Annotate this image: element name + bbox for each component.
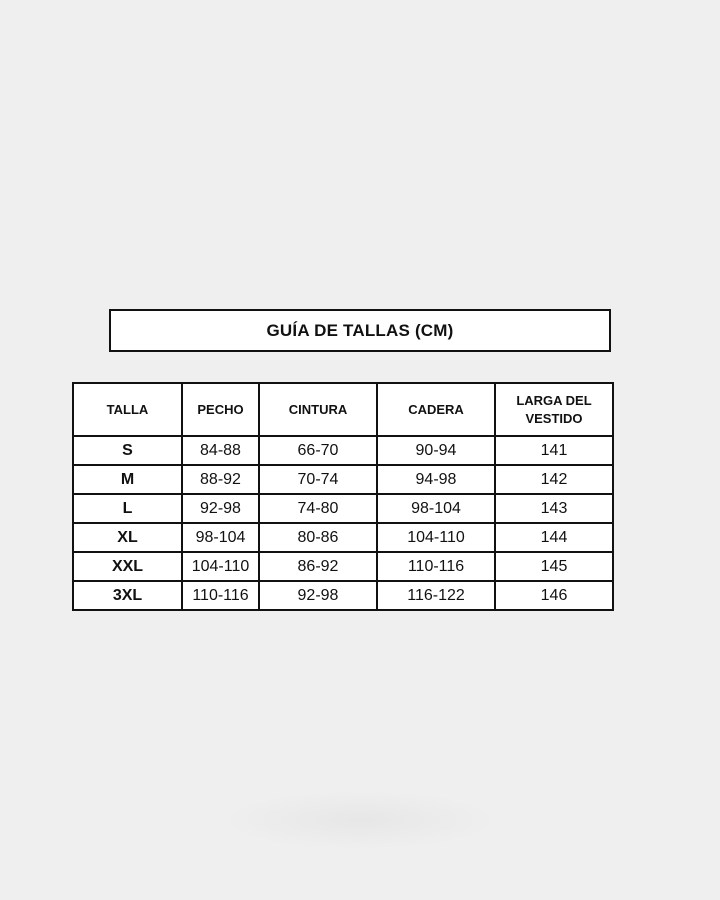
table-header-row xyxy=(73,383,613,436)
cadera-cell: 110-116 xyxy=(377,552,495,581)
cadera-cell: 116-122 xyxy=(377,581,495,610)
table-row xyxy=(73,465,613,494)
background-shadow xyxy=(220,790,500,850)
cadera-cell: 98-104 xyxy=(377,494,495,523)
largo-cell: 145 xyxy=(495,552,613,581)
header-cintura: CINTURA xyxy=(259,383,377,436)
cintura-cell: 86-92 xyxy=(259,552,377,581)
cintura-cell: 92-98 xyxy=(259,581,377,610)
header-pecho: PECHO xyxy=(182,383,259,436)
cadera-cell: 104-110 xyxy=(377,523,495,552)
largo-cell: 144 xyxy=(495,523,613,552)
page-title: GUÍA DE TALLAS (CM) xyxy=(109,309,611,352)
size-cell: XXL xyxy=(73,552,182,581)
pecho-cell: 110-116 xyxy=(182,581,259,610)
cadera-cell: 90-94 xyxy=(377,436,495,465)
pecho-cell: 104-110 xyxy=(182,552,259,581)
largo-cell: 146 xyxy=(495,581,613,610)
cintura-cell: 80-86 xyxy=(259,523,377,552)
size-cell: M xyxy=(73,465,182,494)
largo-cell: 142 xyxy=(495,465,613,494)
size-guide-table xyxy=(72,382,614,611)
cintura-cell: 70-74 xyxy=(259,465,377,494)
largo-cell: 143 xyxy=(495,494,613,523)
header-talla: TALLA xyxy=(73,383,182,436)
cadera-cell: 94-98 xyxy=(377,465,495,494)
cintura-cell: 66-70 xyxy=(259,436,377,465)
table-row xyxy=(73,523,613,552)
table-row xyxy=(73,494,613,523)
size-cell: S xyxy=(73,436,182,465)
pecho-cell: 84-88 xyxy=(182,436,259,465)
pecho-cell: 98-104 xyxy=(182,523,259,552)
size-cell: XL xyxy=(73,523,182,552)
pecho-cell: 92-98 xyxy=(182,494,259,523)
table-row xyxy=(73,581,613,610)
header-larga-del-vestido-label: LARGA DEL VESTIDO xyxy=(516,392,592,426)
cintura-cell: 74-80 xyxy=(259,494,377,523)
pecho-cell: 88-92 xyxy=(182,465,259,494)
table-row xyxy=(73,552,613,581)
size-cell: 3XL xyxy=(73,581,182,610)
header-larga-del-vestido xyxy=(495,383,613,436)
size-cell: L xyxy=(73,494,182,523)
header-cadera: CADERA xyxy=(377,383,495,436)
table-row xyxy=(73,436,613,465)
largo-cell: 141 xyxy=(495,436,613,465)
